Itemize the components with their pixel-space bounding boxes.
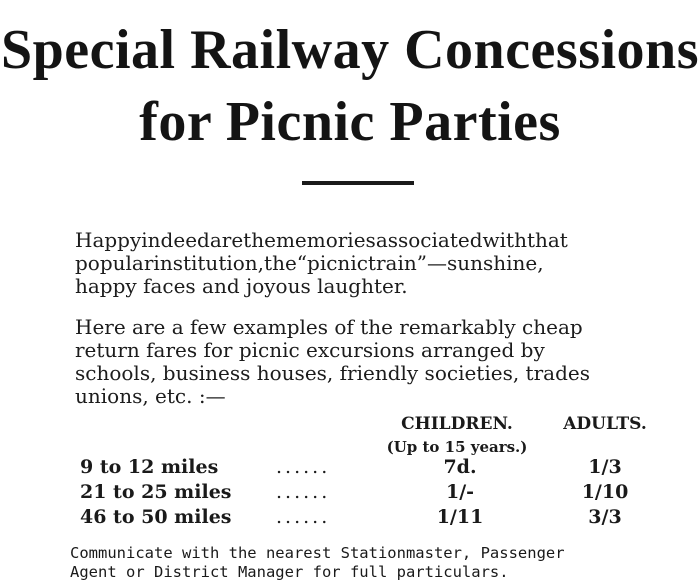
intro-paragraph — [75, 229, 675, 298]
footer-line: Communicate with the nearest Stationmaster, Passenger — [70, 544, 565, 562]
fare-adults: 1/10 — [581, 481, 629, 503]
children-age-note: (Up to 15 years.) — [386, 438, 528, 456]
intro-line: popularinstitution,the“picnictrain”—sunshine, — [75, 251, 544, 275]
examples-line: unions, etc. :— — [75, 384, 226, 408]
contact-footer — [70, 544, 690, 582]
fare-children: 1/11 — [436, 506, 484, 528]
fare-row — [0, 505, 700, 530]
fare-children: 7d. — [443, 456, 477, 478]
fare-leader-dots: ...... — [276, 456, 331, 478]
fare-distance: 9 to 12 miles — [80, 456, 219, 478]
examples-line: return fares for picnic excursions arranged by — [75, 338, 545, 362]
children-column-header: CHILDREN. — [401, 414, 513, 434]
fare-distance: 46 to 50 miles — [80, 506, 232, 528]
fare-adults: 3/3 — [588, 506, 622, 528]
headline-line-1: Special Railway Concessions — [1, 19, 699, 81]
divider-rule — [302, 181, 414, 185]
adults-column-header: ADULTS. — [563, 414, 647, 434]
examples-paragraph — [75, 316, 675, 408]
fare-adults: 1/3 — [588, 456, 622, 478]
intro-line: Happyindeedarethememoriesassociatedwiththat — [75, 228, 568, 252]
fare-row — [0, 480, 700, 505]
fare-children: 1/- — [445, 481, 475, 503]
examples-line: schools, business houses, friendly societies, trades — [75, 361, 590, 385]
footer-line: Agent or District Manager for full particulars. — [70, 563, 509, 581]
fare-distance: 21 to 25 miles — [80, 481, 232, 503]
intro-line: happy faces and joyous laughter. — [75, 274, 408, 298]
fare-row — [0, 455, 700, 480]
headline-line-2: for Picnic Parties — [139, 91, 561, 153]
fare-leader-dots: ...... — [276, 481, 331, 503]
fare-leader-dots: ...... — [276, 506, 331, 528]
examples-line: Here are a few examples of the remarkably cheap — [75, 315, 583, 339]
